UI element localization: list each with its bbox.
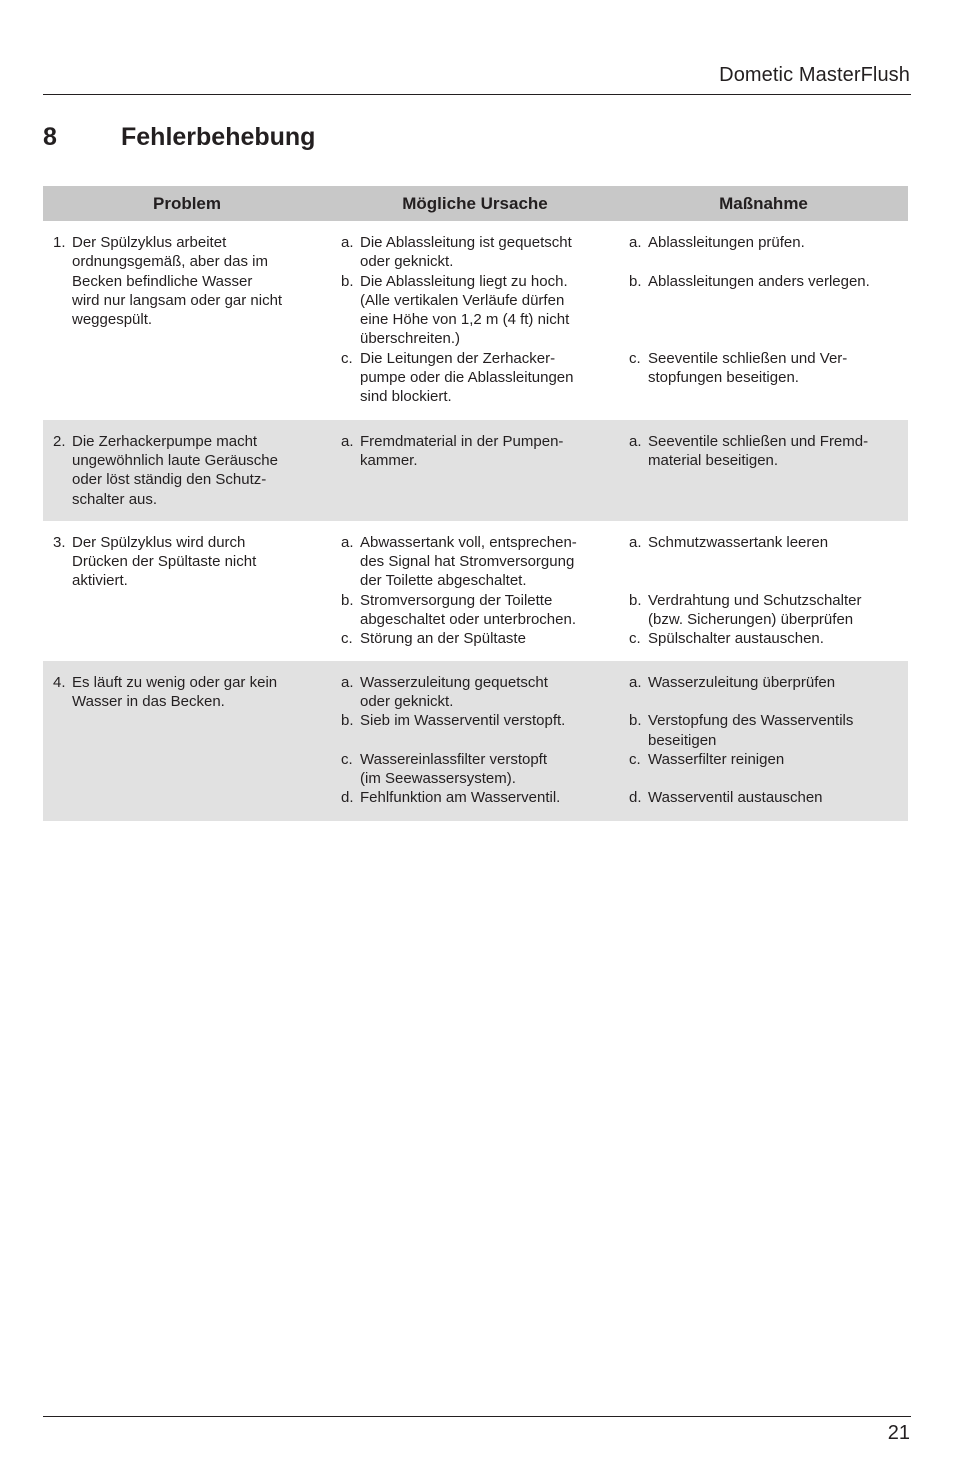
- action-label: b.: [629, 712, 642, 730]
- spacer: [629, 692, 904, 711]
- page-number: 21: [887, 1422, 910, 1444]
- spacer: [629, 291, 904, 349]
- action-item: [629, 432, 904, 471]
- table-header: [43, 186, 908, 221]
- problem-number: 1.: [53, 234, 66, 251]
- cause-label: d.: [341, 789, 354, 807]
- action-label: a.: [629, 432, 642, 450]
- cause-text: Fremdmaterial in der Pumpen- kammer.: [360, 432, 564, 469]
- cause-cell: [331, 533, 619, 649]
- problem-text: Der Spülzyklus wird durch Drücken der Spültaste nicht aktiviert.: [72, 533, 257, 590]
- cause-item: [341, 591, 615, 630]
- footer-rule: [43, 1416, 911, 1417]
- table-row: [43, 661, 908, 821]
- cause-item: [341, 788, 615, 807]
- action-label: b.: [629, 591, 642, 609]
- action-text: Ablassleitungen anders verlegen.: [648, 272, 870, 290]
- cause-label: a.: [341, 432, 354, 450]
- cause-item: [341, 533, 615, 591]
- action-item: [629, 711, 904, 750]
- action-text: Seeventile schließen und Ver- stopfungen beseitigen.: [648, 349, 848, 387]
- table-row: [43, 221, 908, 420]
- action-text: Seeventile schließen und Fremd- material beseitigen.: [648, 432, 869, 469]
- problem-text: Es läuft zu wenig oder gar kein Wasser in das Becken.: [72, 673, 278, 710]
- cause-text: Wassereinlassfilter verstopft (im Seewassersystem).: [360, 750, 548, 788]
- cause-item: [341, 673, 615, 712]
- action-label: a.: [629, 533, 642, 551]
- action-item: [629, 591, 904, 630]
- action-item: [629, 788, 904, 807]
- cause-label: a.: [341, 673, 354, 691]
- cause-label: a.: [341, 234, 354, 251]
- action-item: [629, 629, 904, 648]
- cause-label: c.: [341, 750, 353, 768]
- cause-label: a.: [341, 533, 354, 551]
- problem-number: 3.: [53, 533, 66, 551]
- action-label: c.: [629, 349, 641, 367]
- action-cell: [619, 432, 908, 509]
- cause-item: [341, 750, 615, 789]
- action-item: [629, 272, 904, 291]
- cause-item: [341, 711, 615, 730]
- action-item: [629, 673, 904, 692]
- action-label: c.: [629, 630, 641, 648]
- cause-text: Störung an der Spültaste: [360, 630, 526, 648]
- problem-text: Die Zerhackerpumpe macht ungewöhnlich laute Geräusche oder löst ständig den Schutz- schalter aus.: [72, 432, 278, 508]
- action-text: Spülschalter austauschen.: [648, 630, 824, 648]
- cause-item: [341, 349, 615, 407]
- cause-label: b.: [341, 272, 354, 290]
- action-cell: [619, 673, 908, 808]
- cause-cell: [331, 673, 619, 808]
- cause-cell: [331, 432, 619, 509]
- action-text: Verstopfung des Wasserventils beseitigen: [648, 712, 854, 749]
- problem-item: [53, 432, 323, 509]
- action-text: Verdrahtung und Schutzschalter (bzw. Sicherungen) überprüfen: [648, 591, 862, 629]
- problem-cell: [43, 432, 331, 509]
- problem-number: 4.: [53, 673, 66, 691]
- spacer: [629, 252, 904, 271]
- problem-cell: [43, 673, 331, 808]
- section-number: 8: [43, 123, 57, 151]
- problem-item: [53, 673, 323, 712]
- action-label: a.: [629, 234, 642, 251]
- cause-cell: [331, 233, 619, 407]
- action-label: c.: [629, 750, 641, 768]
- problem-item: [53, 533, 323, 591]
- spacer: [629, 552, 904, 591]
- column-header-problem: Problem: [152, 193, 222, 213]
- column-header-cause: Mögliche Ursache: [402, 193, 548, 213]
- cause-text: Die Ablassleitung ist gequetscht oder geknickt.: [360, 234, 572, 271]
- troubleshooting-table: [43, 186, 908, 821]
- action-item: [629, 349, 904, 388]
- cause-text: Die Leitungen der Zerhacker- pumpe oder die Ablassleitungen sind blockiert.: [360, 349, 574, 406]
- action-cell: [619, 233, 908, 407]
- problem-cell: [43, 233, 331, 407]
- spacer: [629, 769, 904, 788]
- cause-text: Wasserzuleitung gequetscht oder geknickt.: [360, 673, 548, 710]
- header-rule: [43, 94, 911, 95]
- action-text: Ablassleitungen prüfen.: [648, 234, 805, 251]
- table-row: [43, 521, 908, 661]
- action-item: [629, 533, 904, 552]
- action-item: [629, 233, 904, 252]
- action-label: b.: [629, 272, 642, 290]
- cause-label: c.: [341, 349, 353, 367]
- problem-text: Der Spülzyklus arbeitet ordnungsgemäß, aber das im Becken befindliche Wasser wird nur langsam oder gar nicht weggespült.: [72, 234, 283, 329]
- cause-text: Sieb im Wasserventil verstopft.: [360, 712, 566, 730]
- action-item: [629, 750, 904, 769]
- table-row: [43, 420, 908, 521]
- cause-label: c.: [341, 630, 353, 648]
- cause-item: [341, 432, 615, 471]
- action-text: Wasserventil austauschen: [648, 789, 823, 807]
- cause-item: [341, 272, 615, 349]
- cause-text: Die Ablassleitung liegt zu hoch. (Alle vertikalen Verläufe dürfen eine Höhe von 1,2 m (4 ft) nicht überschreiten.): [360, 272, 570, 348]
- problem-number: 2.: [53, 432, 66, 450]
- header-brand: Dometic MasterFlush: [719, 64, 910, 86]
- section-heading: [43, 123, 315, 152]
- action-label: a.: [629, 673, 642, 691]
- cause-item: [341, 233, 615, 272]
- cause-label: b.: [341, 712, 354, 730]
- section-title: Fehlerbehebung: [121, 123, 316, 151]
- cause-text: Abwassertank voll, entsprechen- des Signal hat Stromversorgung der Toilette abgeschaltet.: [360, 533, 577, 590]
- column-header-action: Maßnahme: [719, 193, 808, 213]
- cause-item: [341, 629, 615, 648]
- action-text: Schmutzwassertank leeren: [648, 533, 829, 551]
- cause-label: b.: [341, 591, 354, 609]
- action-text: Wasserzuleitung überprüfen: [648, 673, 836, 691]
- cause-text: Stromversorgung der Toilette abgeschaltet oder unterbrochen.: [360, 591, 576, 629]
- action-text: Wasserfilter reinigen: [648, 750, 785, 768]
- problem-item: [53, 233, 323, 329]
- spacer: [341, 731, 615, 750]
- problem-cell: [43, 533, 331, 649]
- action-cell: [619, 533, 908, 649]
- cause-text: Fehlfunktion am Wasserventil.: [360, 789, 561, 807]
- action-label: d.: [629, 789, 642, 807]
